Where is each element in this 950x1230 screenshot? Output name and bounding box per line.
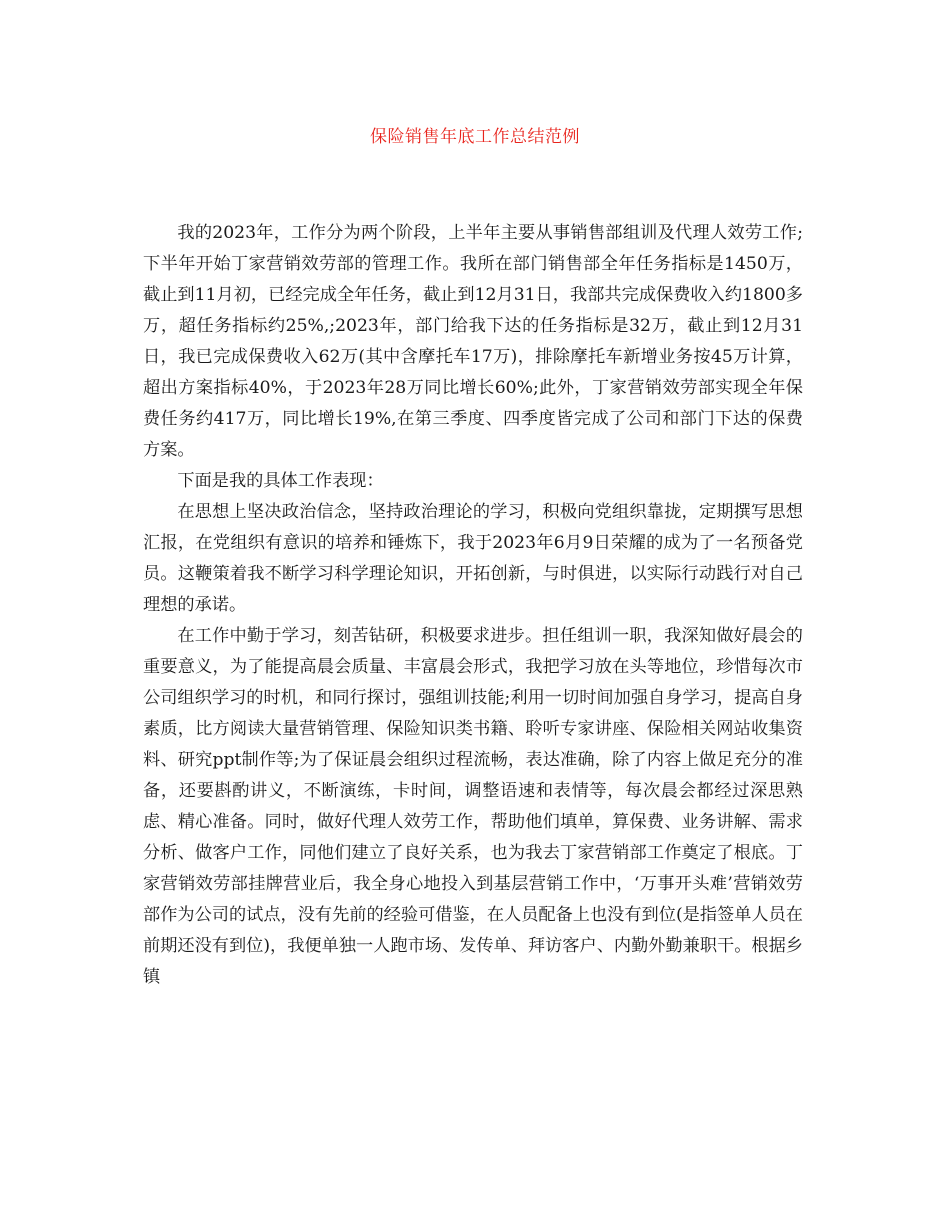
document-body [143,218,803,993]
paragraph-work: 在工作中勤于学习，刻苦钻研，积极要求进步。担任组训一职，我深知做好晨会的重要意义，为了能提高晨会质量、丰富晨会形式，我把学习放在头等地位，珍惜每次市公司组织学习的时机，和同行探讨，强组训技能;利用一切时间加强自身学习，提高自身素质，比方阅读大量营销管理、保险知识类书籍、聆听专家讲座、保险相关网站收集资料、研究ppt制作等;为了保证晨会组织过程流畅，表达准确，除了内容上做足充分的准备，还要斟酌讲义，不断演练，卡时间，调整语速和表情等，每次晨会都经过深思熟虑、精心准备。同时，做好代理人效劳工作，帮助他们填单，算保费、业务讲解、需求分析、做客户工作，同他们建立了良好关系，也为我去丁家营销部工作奠定了根底。丁家营销效劳部挂牌营业后，我全身心地投入到基层营销工作中，‘万事开头难’营销效劳部作为公司的试点，没有先前的经验可借鉴，在人员配备上也没有到位(是指签单人员在前期还没有到位)，我便单独一人跑市场、发传单、拜访客户、内勤外勤兼职干。根据乡镇 [143,626,803,987]
document-title: 保险销售年底工作总结范例 [370,127,580,147]
paragraph-ideology: 在思想上坚决政治信念，坚持政治理论的学习，积极向党组织靠拢，定期撰写思想汇报，在党组织有意识的培养和锤炼下，我于2023年6月9日荣耀的成为了一名预备党员。这鞭策着我不断学习科学理论知识，开拓创新，与时俱进，以实际行动践行对自己理想的承诺。 [143,502,803,615]
paragraph-intro: 下面是我的具体工作表现： [177,471,384,491]
paragraph-summary: 我的2023年，工作分为两个阶段，上半年主要从事销售部组训及代理人效劳工作;下半年开始丁家营销效劳部的管理工作。我所在部门销售部全年任务指标是1450万，截止到11月初，已经完成全年任务，截止到12月31日，我部共完成保费收入约1800多万，超任务指标约25%,;2023年，部门给我下达的任务指标是32万，截止到12月31日，我已完成保费收入62万(其中含摩托车17万)，排除摩托车新增业务按45万计算，超出方案指标40%，于2023年28万同比增长60%;此外，丁家营销效劳部实现全年保费任务约417万，同比增长19%,在第三季度、四季度皆完成了公司和部门下达的保费方案。 [143,223,803,460]
